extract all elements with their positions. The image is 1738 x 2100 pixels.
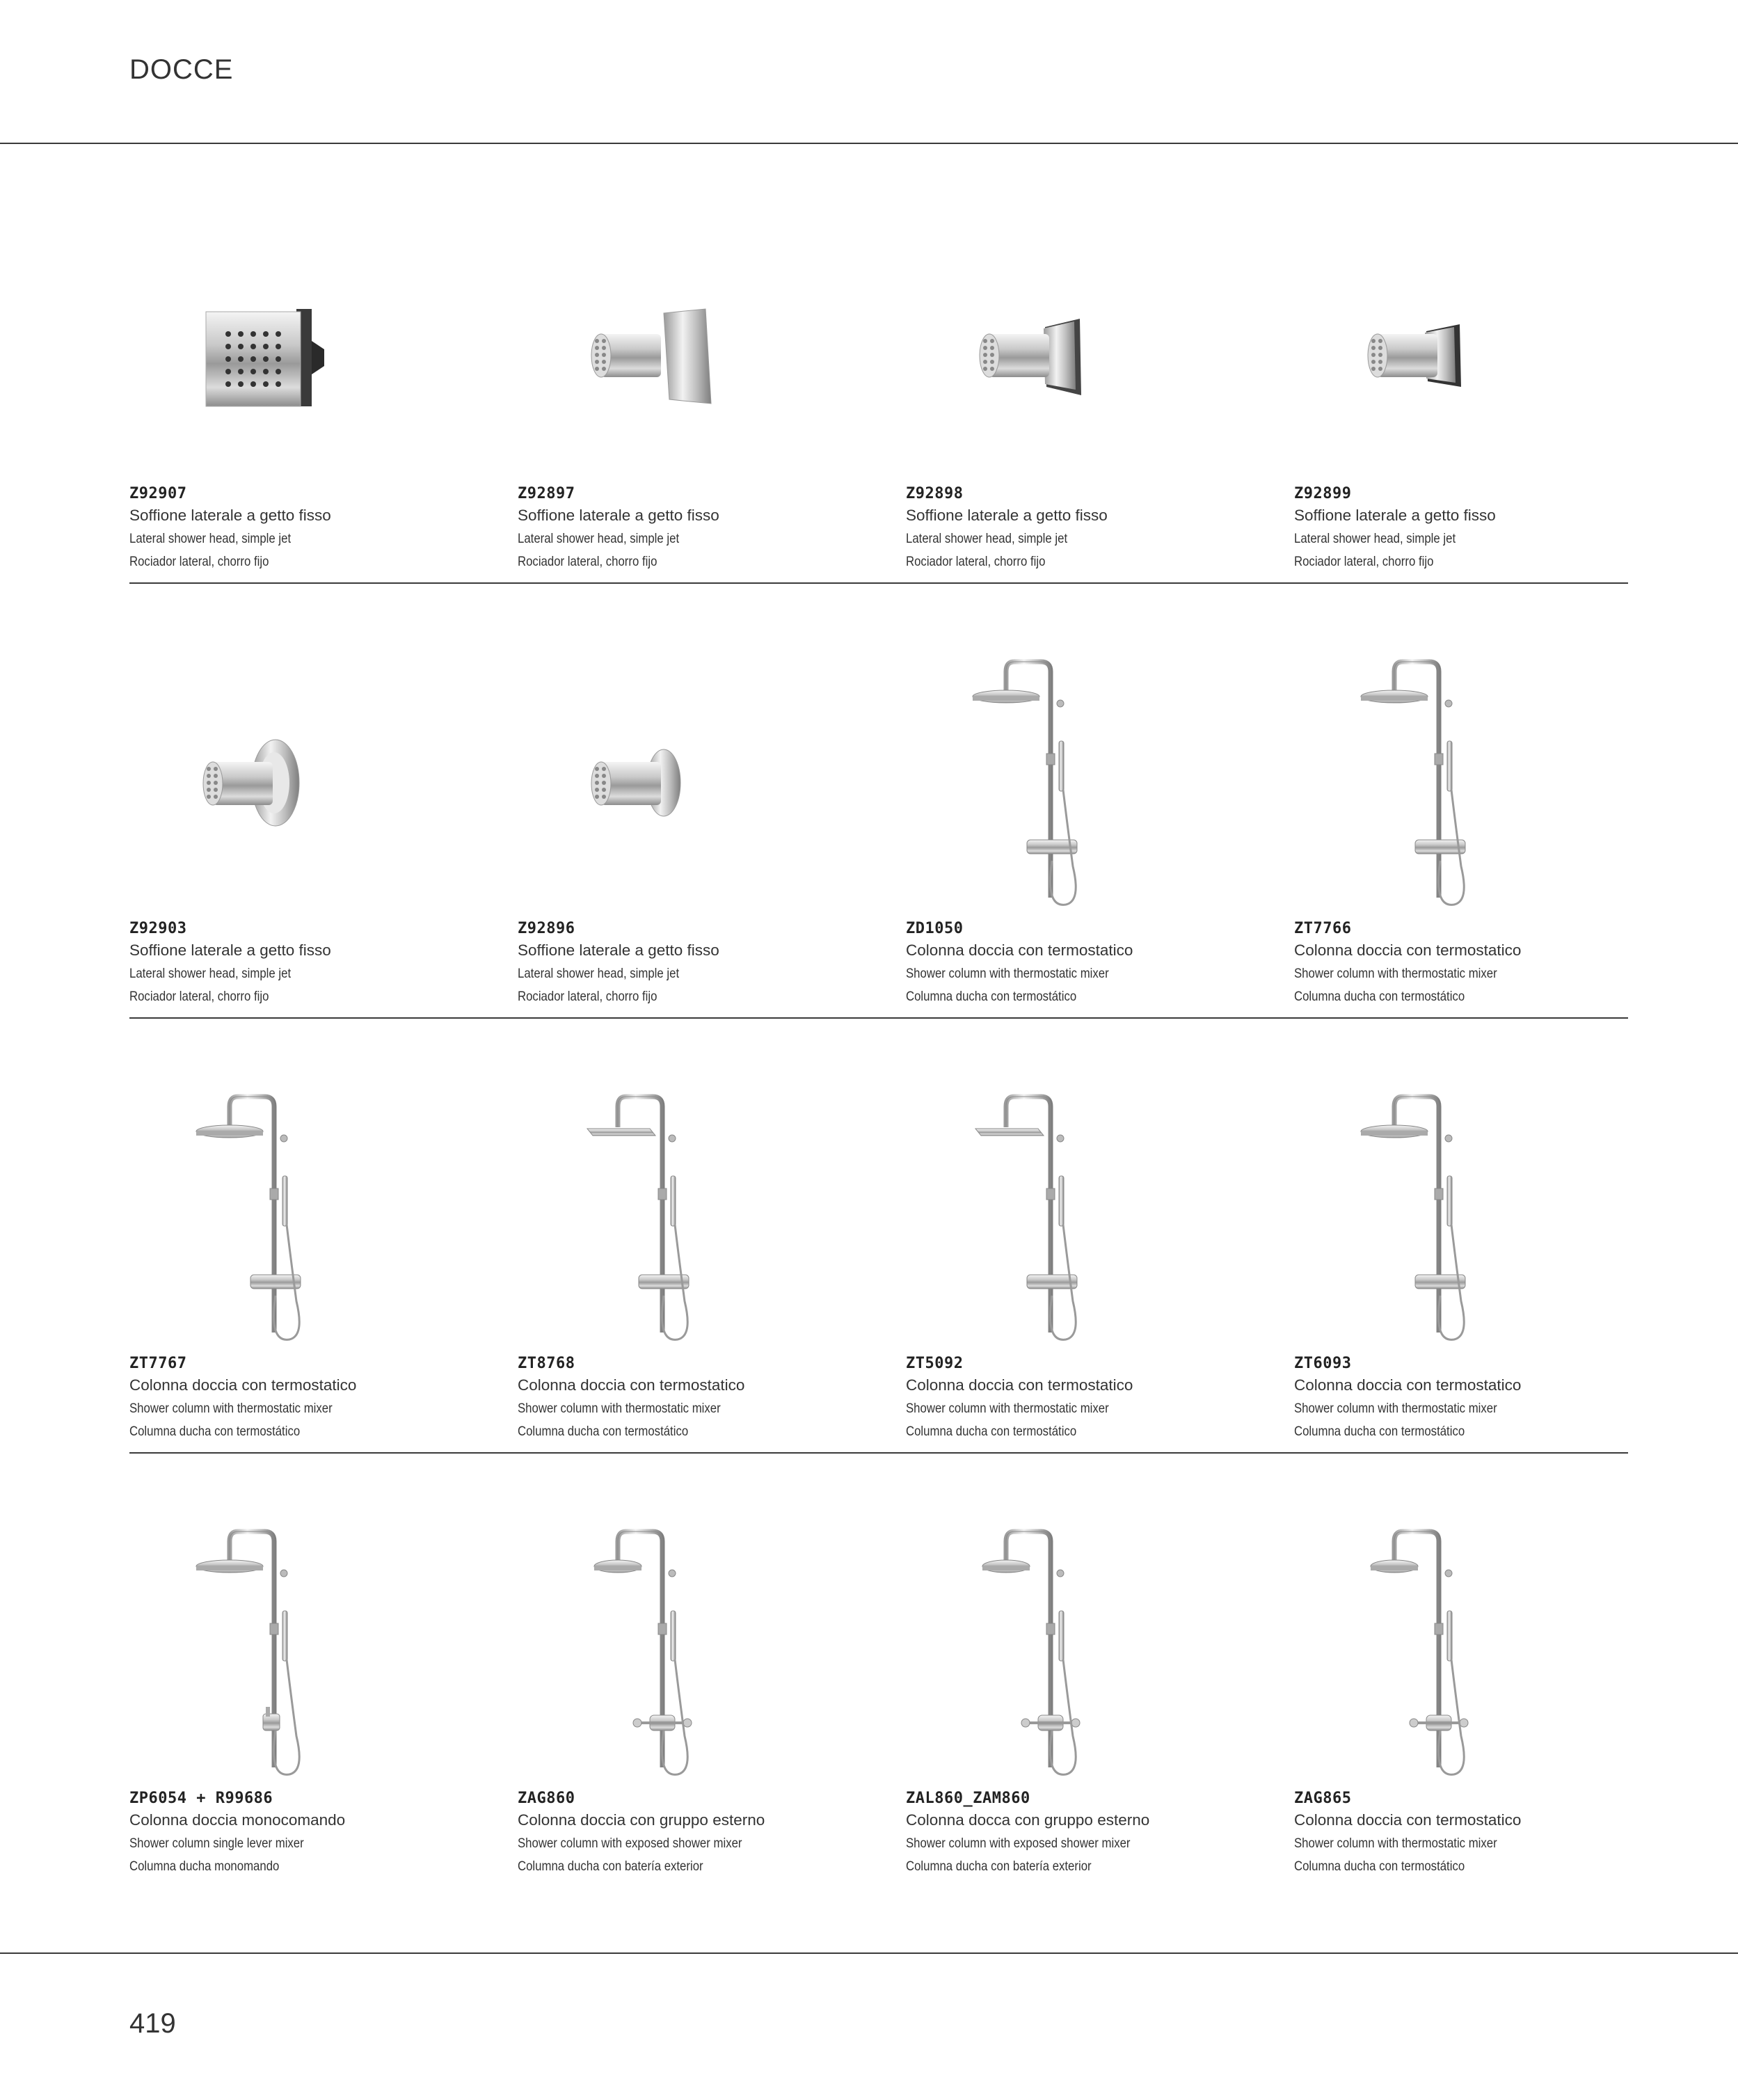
product-description-it: Soffione laterale a getto fisso <box>518 507 719 524</box>
product-card <box>129 1079 505 1513</box>
product-card <box>906 209 1282 644</box>
cylinder-body-jet-small-plate-icon <box>1294 230 1558 487</box>
product-code: Z92899 <box>1294 485 1352 502</box>
product-card <box>129 644 505 1079</box>
product-description-es: Columna ducha con termostático <box>1294 1859 1465 1874</box>
product-description-es: Columna ducha con termostático <box>129 1424 301 1439</box>
shower-column-thermostatic-icon <box>129 1085 394 1357</box>
product-description-es: Columna ducha con termostático <box>1294 989 1465 1004</box>
product-description-es: Columna ducha monomando <box>129 1859 280 1874</box>
header-divider <box>0 143 1738 144</box>
product-description-it: Colonna doccia con termostatico <box>906 1376 1133 1394</box>
product-description-es: Rociador lateral, chorro fijo <box>518 554 657 569</box>
product-description-es: Rociador lateral, chorro fijo <box>518 989 657 1004</box>
product-description-en: Shower column with thermostatic mixer <box>518 1401 721 1416</box>
product-card <box>1294 644 1670 1079</box>
shower-column-exposed-mixer-icon <box>518 1520 782 1792</box>
square-body-jet-icon <box>129 230 394 487</box>
product-description-it: Soffione laterale a getto fisso <box>518 941 719 959</box>
product-description-en: Shower column single lever mixer <box>129 1836 304 1851</box>
shower-column-single-lever-icon <box>129 1520 394 1792</box>
shower-column-thermostatic-icon <box>906 651 1170 922</box>
product-code: ZT8768 <box>518 1355 575 1372</box>
product-description-es: Columna ducha con batería exterior <box>906 1859 1092 1874</box>
product-description-es: Columna ducha con termostático <box>906 1424 1077 1439</box>
product-description-es: Rociador lateral, chorro fijo <box>129 554 269 569</box>
product-description-es: Columna ducha con termostático <box>518 1424 689 1439</box>
shower-column-exposed-thermostatic-icon <box>1294 1520 1558 1792</box>
product-description-en: Shower column with thermostatic mixer <box>906 1401 1109 1416</box>
product-code: ZAG865 <box>1294 1790 1352 1807</box>
cylinder-body-jet-square-plate-icon <box>518 230 782 487</box>
product-description-es: Rociador lateral, chorro fijo <box>129 989 269 1004</box>
product-description-it: Colonna doccia con termostatico <box>1294 941 1522 959</box>
product-code: ZD1050 <box>906 920 964 937</box>
product-code: ZT7766 <box>1294 920 1352 937</box>
product-card <box>518 1513 893 1948</box>
product-description-en: Shower column with exposed shower mixer <box>906 1836 1131 1851</box>
section-title: DOCCE <box>129 54 234 85</box>
product-description-it: Soffione laterale a getto fisso <box>1294 507 1496 524</box>
product-description-it: Colonna doccia con termostatico <box>518 1376 745 1394</box>
product-description-it: Colonna doccia con termostatico <box>1294 1376 1522 1394</box>
product-description-it: Colonna doccia con termostatico <box>906 941 1133 959</box>
footer-divider <box>0 1952 1738 1954</box>
cylinder-body-jet-round-plate-icon <box>129 651 394 922</box>
product-description-en: Lateral shower head, simple jet <box>129 966 292 981</box>
product-code: Z92896 <box>518 920 575 937</box>
product-description-it: Soffione laterale a getto fisso <box>906 507 1108 524</box>
product-description-es: Rociador lateral, chorro fijo <box>906 554 1046 569</box>
product-description-it: Colonna doccia monocomando <box>129 1811 346 1829</box>
product-card <box>906 1079 1282 1513</box>
product-description-it: Colonna doccia con termostatico <box>1294 1811 1522 1829</box>
product-description-en: Lateral shower head, simple jet <box>518 531 680 546</box>
product-card <box>129 1513 505 1948</box>
product-code: ZT6093 <box>1294 1355 1352 1372</box>
product-description-en: Lateral shower head, simple jet <box>906 531 1068 546</box>
product-code: Z92907 <box>129 485 187 502</box>
product-description-en: Lateral shower head, simple jet <box>518 966 680 981</box>
product-description-es: Rociador lateral, chorro fijo <box>1294 554 1434 569</box>
product-code: Z92898 <box>906 485 964 502</box>
product-description-en: Lateral shower head, simple jet <box>1294 531 1456 546</box>
product-description-it: Soffione laterale a getto fisso <box>129 941 331 959</box>
product-description-en: Shower column with exposed shower mixer <box>518 1836 742 1851</box>
page-number: 419 <box>129 2008 176 2039</box>
product-description-en: Shower column with thermostatic mixer <box>1294 1836 1497 1851</box>
product-code: Z92897 <box>518 485 575 502</box>
product-code: ZP6054 + R99686 <box>129 1790 273 1807</box>
product-description-it: Soffione laterale a getto fisso <box>129 507 331 524</box>
product-code: ZAG860 <box>518 1790 575 1807</box>
product-description-en: Shower column with thermostatic mixer <box>129 1401 333 1416</box>
product-code: Z92903 <box>129 920 187 937</box>
product-card <box>518 644 893 1079</box>
shower-column-thermostatic-icon <box>1294 1085 1558 1357</box>
product-card <box>906 1513 1282 1948</box>
shower-column-exposed-mixer-icon <box>906 1520 1170 1792</box>
product-description-it: Colonna doccia con gruppo esterno <box>518 1811 765 1829</box>
product-card <box>129 209 505 644</box>
product-code: ZAL860_ZAM860 <box>906 1790 1030 1807</box>
product-card <box>518 1079 893 1513</box>
product-description-en: Lateral shower head, simple jet <box>129 531 292 546</box>
product-card <box>1294 209 1670 644</box>
product-description-es: Columna ducha con termostático <box>906 989 1077 1004</box>
product-description-en: Shower column with thermostatic mixer <box>906 966 1109 981</box>
shower-column-thermostatic-icon <box>1294 651 1558 922</box>
product-description-it: Colonna docca con gruppo esterno <box>906 1811 1150 1829</box>
shower-column-square-head-icon <box>518 1085 782 1357</box>
cylinder-body-jet-round-small-icon <box>518 651 782 922</box>
product-description-es: Columna ducha con batería exterior <box>518 1859 703 1874</box>
shower-column-square-head-icon <box>906 1085 1170 1357</box>
cylinder-body-jet-dark-plate-icon <box>906 230 1170 487</box>
product-code: ZT5092 <box>906 1355 964 1372</box>
product-card <box>1294 1513 1670 1948</box>
product-card <box>906 644 1282 1079</box>
product-code: ZT7767 <box>129 1355 187 1372</box>
product-card <box>518 209 893 644</box>
product-description-en: Shower column with thermostatic mixer <box>1294 1401 1497 1416</box>
product-card <box>1294 1079 1670 1513</box>
product-description-es: Columna ducha con termostático <box>1294 1424 1465 1439</box>
product-description-it: Colonna doccia con termostatico <box>129 1376 357 1394</box>
product-description-en: Shower column with thermostatic mixer <box>1294 966 1497 981</box>
